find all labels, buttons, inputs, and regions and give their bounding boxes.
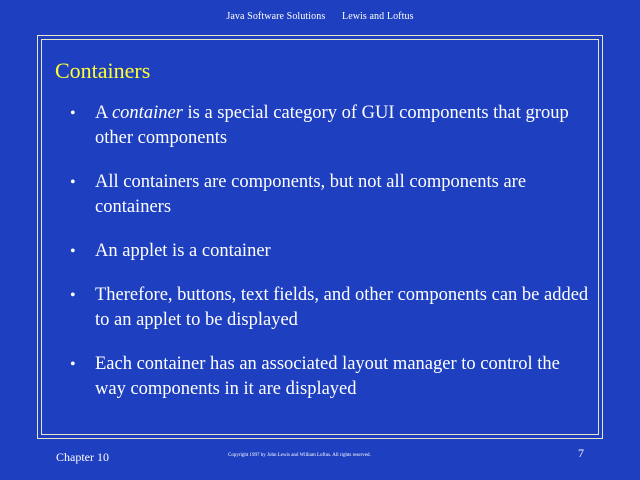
bullet-item-2 [70, 170, 590, 220]
footer-page-number: 7 [578, 446, 584, 460]
bullet-icon: • [70, 287, 76, 304]
bullet-text-after: is a special category of GUI components that group other components [95, 103, 569, 148]
bullet-item-4 [70, 283, 590, 333]
bullet-icon: • [70, 174, 76, 191]
bullet-icon: • [70, 105, 76, 122]
bullet-emphasis: container [111, 103, 183, 123]
bullet-text: Each container has an associated layout manager to control the way components in it are displayed [95, 354, 560, 399]
bullet-item-3 [70, 239, 590, 264]
slide-title: Containers [55, 58, 151, 83]
bullet-list [70, 101, 590, 421]
bullet-text: An applet is a container [95, 241, 271, 261]
bullet-text: Therefore, buttons, text fields, and other components can be added to an applet to be displayed [95, 285, 589, 330]
bullet-icon: • [70, 243, 76, 260]
footer-chapter: Chapter 10 [56, 450, 109, 464]
slide-header [0, 11, 640, 22]
bullet-text-before: A [95, 103, 112, 123]
bullet-item-5 [70, 352, 590, 402]
bullet-item-1 [70, 101, 590, 151]
bullet-icon: • [70, 356, 76, 373]
header-authors: Lewis and Loftus [341, 11, 414, 22]
header-book-title: Java Software Solutions [226, 11, 326, 22]
footer-copyright: Copyright 1997 by John Lewis and William Loftus. All rights reserved. [228, 453, 371, 458]
bullet-text: All containers are components, but not all components are containers [95, 172, 527, 217]
